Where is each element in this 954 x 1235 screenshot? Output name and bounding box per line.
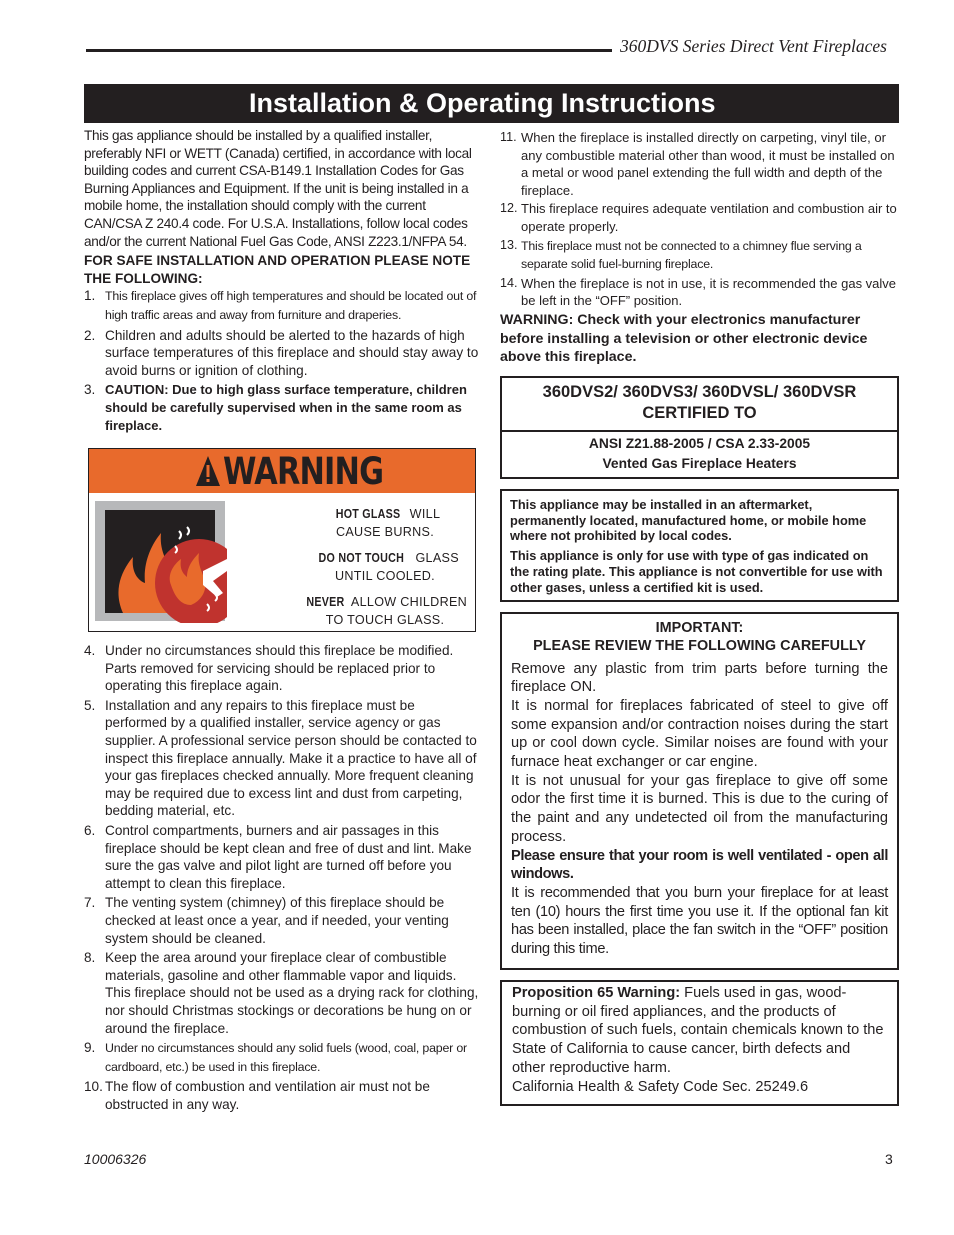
list-item: 4. Under no circumstances should this fireplace be modified. Parts removed for servicing should be replaced prior to operating this fireplace again.	[84, 643, 454, 694]
list-item: 10. The flow of combustion and ventilation air must not be obstructed in any way.	[84, 1079, 430, 1112]
warning-header-bar	[89, 449, 475, 493]
warning-message: HOT GLASS WILL CAUSE BURNS. DO NOT TOUCH GLASS UNTIL COOLED. NEVER ALLOW CHILDREN TO TOUCH GLASS.	[306, 507, 468, 628]
list-item: 14. When the fireplace is not in use, it is recommended the gas valve be left in the “OFF” position.	[500, 275, 897, 309]
warning-title: WARNING	[223, 450, 384, 494]
important-subheading: PLEASE REVIEW THE FOLLOWING CAREFULLY	[533, 637, 866, 654]
list-item: 7. The venting system (chimney) of this fireplace should be checked at least once a year, and if needed, your venting system should be cleaned.	[84, 895, 449, 946]
list-item-text: This fireplace gives off high temperatures and should be located out of high traffic areas and away from furniture and draperies.	[105, 289, 477, 322]
important-paragraph: It is normal for fireplaces fabricated of steel to give off some expansion and/or contraction noises during the start up or cool down cycle. Similar noises are found with your furnace heat exchanger or car engine.	[511, 697, 888, 771]
important-notice-box	[500, 612, 899, 970]
left-column	[84, 127, 480, 1116]
list-item: 6. Control compartments, burners and air passages in this fireplace should be kept clean and free of dust and lint. Make sure the gas valve and pilot light are turned off before you attempt to clean this fireplace.	[84, 823, 472, 891]
safety-list-a	[84, 287, 480, 434]
list-item: 12. This fireplace requires adequate ventilation and combustion air to operate properly.	[500, 201, 897, 234]
important-paragraph: It is recommended that you burn your fireplace for at least ten (10) hours the first time you use it. If the optional fan kit has been installed, place the fan switch in the “OFF” position during this time.	[511, 884, 888, 958]
page-number: 3	[885, 1151, 893, 1167]
appliance-notice-box	[500, 489, 899, 602]
safe-installation-heading: FOR SAFE INSTALLATION AND OPERATION PLEASE NOTE THE FOLLOWING:	[84, 253, 471, 286]
header-rule	[86, 49, 612, 52]
intro-paragraph: This gas appliance should be installed by a qualified installer, preferably NFI or WETT (Canada) certified, in accordance with local building codes and current CSA-B149.1 Installation Codes for Gas Burning Appliances and Equipment. If the unit is being installed in a mobile home, the installation should comply with the current CAN/CSA Z 240.4 code. For U.S.A. Installations, follow local codes and/or the current National Fuel Gas Code, ANSI Z223.1/NFPA 54.	[84, 128, 472, 249]
proposition-65-text: Fuels used in gas, wood-burning or oil fired appliances, and the products of combustion of such fuels, contain chemicals known to the State of California to cause cancer, birth defects and other reproductive harm.	[512, 984, 884, 1076]
safety-list-b	[84, 642, 480, 1113]
appliance-gas-type-note: This appliance is only for use with type of gas indicated on the rating plate. This appliance is not convertible for use with other gases, unless a certified kit is used.	[510, 548, 883, 595]
certification-description: Vented Gas Fireplace Heaters	[602, 455, 797, 471]
list-item: 5. Installation and any repairs to this fireplace must be performed by a qualified installer, service agency or gas supplier. A professional service person should be contacted to inspect this fireplace annually. Make it a practice to have all of your gas fireplaces checked annually. More frequent cleaning may be required due to excess lint and dust from carpeting, bedding material, etc.	[84, 697, 477, 819]
hot-glass-symbol-icon	[95, 501, 227, 623]
list-item-text: Under no circumstances should any solid fuels (wood, coal, paper or cardboard, etc.) be used in this fireplace.	[105, 1041, 467, 1074]
california-code-reference: California Health & Safety Code Sec. 25249.6	[512, 1078, 809, 1095]
list-item-text: The flow of combustion and ventilation air must not be obstructed in any way.	[105, 1079, 430, 1112]
safety-list-c	[500, 129, 899, 310]
list-item-text: Under no circumstances should this fireplace be modified. Parts removed for servicing should be replaced prior to operating this fireplace again.	[105, 643, 454, 694]
right-column	[500, 129, 899, 1106]
certified-to-label: CERTIFIED TO	[642, 403, 757, 422]
list-item-text: When the fireplace is not in use, it is recommended the gas valve be left in the “OFF” position.	[521, 275, 897, 309]
certification-box	[500, 376, 899, 479]
caution-text: CAUTION: Due to high glass surface temperature, children should be carefully supervised when in the same room as fireplace.	[105, 382, 467, 433]
proposition-65-label: Proposition 65 Warning:	[512, 984, 681, 1001]
list-item-text: The venting system (chimney) of this fireplace should be checked at least once a year, and if needed, your venting system should be cleaned.	[105, 895, 449, 946]
list-item: 8. Keep the area around your fireplace clear of combustible materials, gasoline and other flammable vapor and liquids. This fireplace should not be used as a drying rack for clothing, nor should Christmas stockings or decorations be hung on or around the fireplace.	[84, 950, 479, 1036]
list-item: 1. This fireplace gives off high temperatures and should be located out of high traffic areas and away from furniture and draperies.	[84, 288, 477, 322]
list-item-text: This fireplace requires adequate ventilation and combustion air to operate properly.	[521, 201, 897, 234]
list-item: 9. Under no circumstances should any solid fuels (wood, coal, paper or cardboard, etc.) be used in this fireplace.	[84, 1040, 467, 1074]
proposition-65-box	[500, 980, 899, 1106]
important-heading: IMPORTANT:	[655, 619, 744, 636]
certified-models: 360DVS2/ 360DVS3/ 360DVSL/ 360DVSR	[542, 382, 857, 401]
electronics-warning: WARNING: Check with your electronics manufacturer before installing a television or other electronic device above this fireplace.	[500, 311, 868, 366]
list-item: 3. CAUTION: Due to high glass surface temperature, children should be carefully supervised when in the same room as fireplace.	[84, 382, 467, 433]
list-item-text: This fireplace must not be connected to a chimney flue serving a separate solid fuel-burning fireplace.	[521, 238, 862, 272]
list-item: 2. Children and adults should be alerted to the hazards of high surface temperatures of this fireplace and should stay away to avoid burns or ignition of clothing.	[84, 327, 479, 378]
important-paragraph: Remove any plastic from trim parts before turning the fireplace ON.	[511, 660, 888, 696]
exclamation-triangle-icon	[195, 455, 221, 487]
list-item: 11. When the fireplace is installed directly on carpeting, vinyl tile, or any combustible material other than wood, it must be installed on a metal or wood panel extending the full width and depth of the fireplace.	[500, 130, 895, 198]
list-item-text: Installation and any repairs to this fireplace must be performed by a qualified installer, service agency or gas supplier. A professional service person should be contacted to inspect this fireplace annually. Make it a practice to have all of your gas fireplaces checked annually. More frequent cleaning may be required due to excess lint and dust from carpeting, bedding material, etc.	[105, 697, 477, 819]
document-number: 10006326	[84, 1151, 147, 1167]
list-item-text: When the fireplace is installed directly on carpeting, vinyl tile, or any combustible material other than wood, it must be installed on a metal or wood panel extending the full width and depth of the fireplace.	[521, 130, 895, 198]
ventilation-note: Please ensure that your room is well ventilated - open all windows.	[511, 847, 888, 883]
appliance-installation-note: This appliance may be installed in an aftermarket, permanently located, manufactured home, or mobile home where not prohibited by local codes.	[510, 496, 867, 544]
warning-label	[88, 448, 476, 632]
document-header-title: 360DVS Series Direct Vent Fireplaces	[620, 36, 887, 56]
list-item-text: Keep the area around your fireplace clear of combustible materials, gasoline and other flammable vapor and liquids. This fireplace should not be used as a drying rack for clothing, nor should Christmas stockings or decorations be hung on or around the fireplace.	[105, 950, 479, 1036]
important-paragraph: It is not unusual for your gas fireplace to give off some odor the first time it is burned. This is due to the curing of the paint and any undetected oil from the manufacturing process.	[511, 772, 888, 845]
page-title-banner: Installation & Operating Instructions	[84, 84, 899, 123]
list-item-text: Children and adults should be alerted to the hazards of high surface temperatures of this fireplace and should stay away to avoid burns or ignition of clothing.	[105, 327, 479, 378]
certification-standard: ANSI Z21.88-2005 / CSA 2.33-2005	[588, 435, 811, 451]
list-item-text: Control compartments, burners and air passages in this fireplace should be kept clean and free of dust and lint. Make sure the gas valve and pilot light are turned off before you attempt to clean this fireplace.	[105, 823, 472, 891]
list-item: 13. This fireplace must not be connected to a chimney flue serving a separate solid fuel-burning fireplace.	[500, 237, 862, 272]
